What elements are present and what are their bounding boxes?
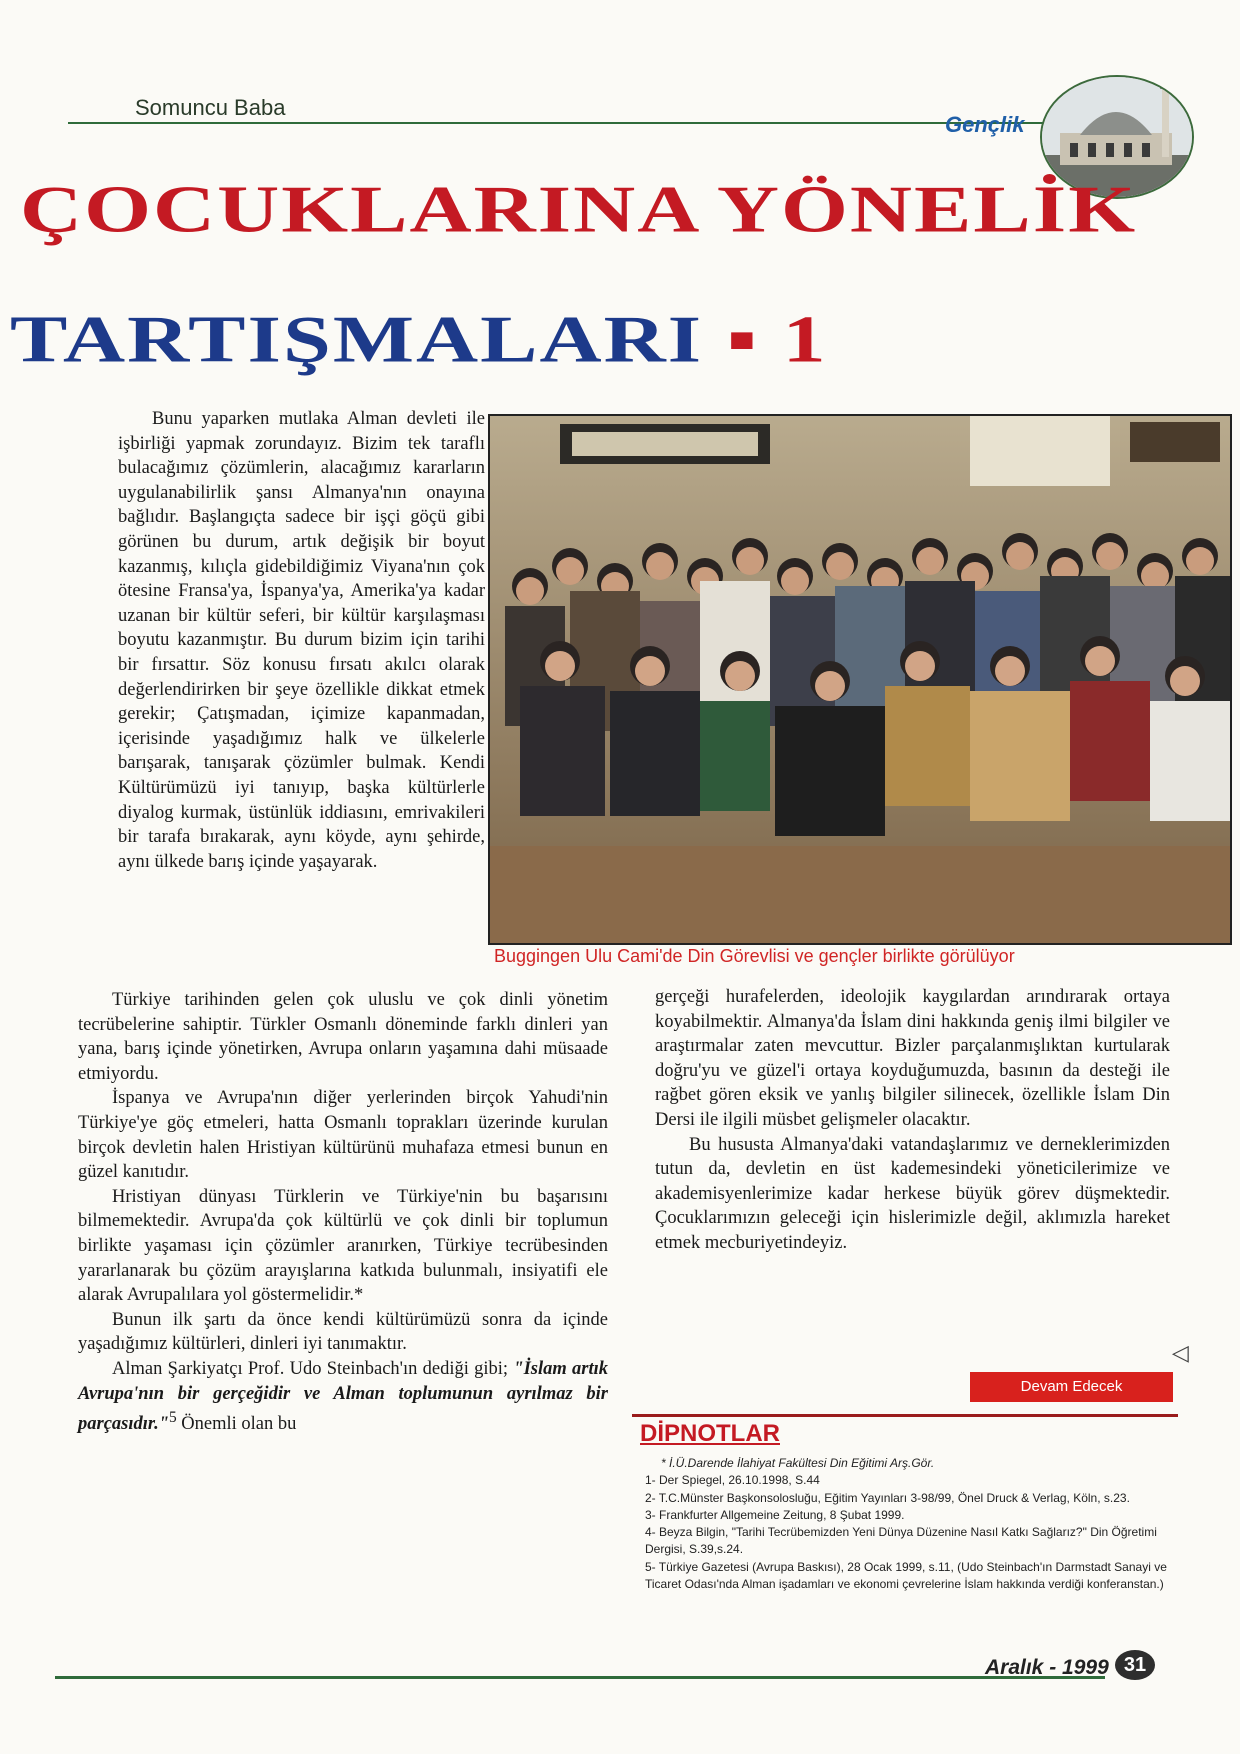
- footnote-item: 3- Frankfurter Allgemeine Zeitung, 8 Şubat 1999.: [645, 1507, 905, 1522]
- magazine-name: Somuncu Baba: [135, 95, 286, 120]
- page-number: 31: [1115, 1650, 1155, 1680]
- header-rule: [68, 122, 1043, 124]
- article-title-line2: [10, 300, 828, 378]
- continues-badge: Devam Edecek: [970, 1372, 1173, 1402]
- body-paragraph-quote: [78, 1357, 608, 1437]
- footnote-author-note: * İ.Ü.Darende İlahiyat Fakültesi Din Eğitimi Arş.Gör.: [661, 1456, 935, 1470]
- article-part-number: 1: [782, 301, 828, 377]
- body-paragraph: Türkiye tarihinden gelen çok uluslu ve çok dinli yönetim tecrübelerine sahiptir. Türkler Osmanlı döneminde farklı dinleri yan yana, barış içinde yönetirken, Avrupa onların yaşamına dahi müsaade etmiyordu.: [78, 990, 608, 1084]
- title-bullet: ▪: [726, 301, 760, 377]
- footnote-item: 2- T.C.Münster Başkonsolosluğu, Eğitim Yayınları 3-98/99, Önel Druck & Verlag, Köln, s.23.: [645, 1490, 1130, 1505]
- section-label: Gençlik: [945, 112, 1025, 137]
- group-photo: [488, 414, 1232, 945]
- article-title-line1: ÇOCUKLARINA YÖNELİK: [20, 171, 1138, 247]
- footnotes-list: [645, 1455, 1170, 1593]
- quote-tail: Önemli olan bu: [176, 1414, 297, 1435]
- photo-caption: Buggingen Ulu Cami'de Din Görevlisi ve gençler birlikte görülüyor: [494, 946, 1015, 966]
- body-column-left-top: [118, 407, 485, 874]
- issue-date: Aralık - 1999: [985, 1656, 1109, 1679]
- body-paragraph: İspanya ve Avrupa'nın diğer yerlerinden birçok Yahudi'nin Türkiye'ye göç etmeleri, hatta Osmanlı toprakları üzerinde kurulan birçok devletin halen Hristiyan kültürünü muhafaza etmesi bunun en güzel kanıtıdır.: [78, 1088, 608, 1183]
- steinbach-quote: "İslam artık Avrupa'nın bir gerçeğidir ve Alman toplumunun ayrılmaz bir parçasıdır.": [78, 1358, 608, 1435]
- footnotes-rule: [632, 1414, 1178, 1417]
- body-column-right: [655, 985, 1170, 1256]
- footnotes-title: DİPNOTLAR: [640, 1420, 780, 1447]
- footnote-item: 4- Beyza Bilgin, "Tarihi Tecrübemizden Yeni Dünya Düzenine Nasıl Katkı Sağlarız?" Din Öğretimi Dergisi, S.39,s.24.: [645, 1525, 1157, 1557]
- continue-arrow-icon: ◁: [1172, 1340, 1189, 1365]
- footnote-item: 1- Der Spiegel, 26.10.1998, S.44: [645, 1473, 820, 1488]
- body-paragraph: Bunun ilk şartı da önce kendi kültürümüzü sonra da içinde yaşadığımız kültürleri, dinleri iyi tanımaktır.: [78, 1309, 608, 1355]
- body-paragraph: Bunu yaparken mutlaka Alman devleti ile işbirliği yapmak zorundayız. Bizim tek taraflı bulacağımız çözümlerin, alacağımız kararların uygulanabilirlik şansı Almanya'nın onayına bağlıdır. Başlangıçta sadece bir işçi göçü gibi görünen bu durum, artık değişik bir boyut kazanmış, kılıçla gidebildiğimiz Viyana'nın çok ötesine Fransa'ya, İspanya'ya, Amerika'ya kadar uzanan bir kültür seferi, bir kültür karşılaşması boyutu kazanmıştır. Bu durum bizim için tarihi bir fırsattır. Söz konusu fırsatı akılcı olarak değerlendirirken bir şeye özellikle dikkat etmek gerekir; Çatışmadan, içimize kapanmadan, içerisinde yaşadığımız halk ve ülkelerle barışarak, tanışarak çözümler bulmak. Kendi Kültürümüzü iyi tanıyıp, başka kültürlerle diyalog kurmak, üstünlük iddiasını, emrivakileri bir tarafa bırakarak, aynı köyde, aynı şehirde, aynı ülkede barış içinde yaşayarak.: [118, 409, 485, 872]
- article-title-word: TARTIŞMALARI: [10, 301, 704, 377]
- quote-lead: Alman Şarkiyatçı Prof. Udo Steinbach'ın dediği gibi;: [112, 1358, 514, 1379]
- group-photo-illustration: [490, 416, 1230, 943]
- body-paragraph: Hristiyan dünyası Türklerin ve Türkiye'nin bu başarısını bilmemektedir. Avrupa'da çok kültürlü ve çok dinli bir toplumun birlikte yaşaması için çözümler aranırken, Türkiye tecrübesinden yararlanarak bu çözüm arayışlarına katkıda bulunmalı, insiyatifi ele alarak Avrupalılara yol göstermelidir.*: [78, 1186, 608, 1306]
- body-column-left: [78, 988, 608, 1437]
- body-paragraph: Bu hususta Almanya'daki vatandaşlarımız ve derneklerimizden tutun da, devletin en üst kademesindeki yöneticilerimize ve akademisyenlerimize kadar herkese büyük görev düşmektedir. Çocuklarımızın geleceği için hislerimizle değil, aklımızla hareket etmek mecburiyetindeyiz.: [655, 1134, 1170, 1253]
- body-paragraph: gerçeği hurafelerden, ideolojik kaygılardan arındırarak ortaya koyabilmektir. Almanya'da İslam dini hakkında geniş ilmi bilgiler ve araştırmalar zaten mevcuttur. Bizler parçalanmışlıktan kurtularak doğru'yu ve güzel'i ortaya koyduğumuzda, basının da desteği ile rağbet gören eksik ve yanlış bilgiler silinecek, özellikle İslam Din Dersi ile ilgili müsbet gelişmeler olacaktır.: [655, 987, 1170, 1130]
- footer-rule: [55, 1676, 1105, 1679]
- footnote-item: 5- Türkiye Gazetesi (Avrupa Baskısı), 28 Ocak 1999, s.11, (Udo Steinbach'ın Darmstadt Sanayi ve Ticaret Odası'nda Alman işadamları ve ekonomi çevrelerine İslam hakkında verdiği konferanstan.): [645, 1559, 1167, 1592]
- footnote-marker: 5: [168, 1409, 177, 1427]
